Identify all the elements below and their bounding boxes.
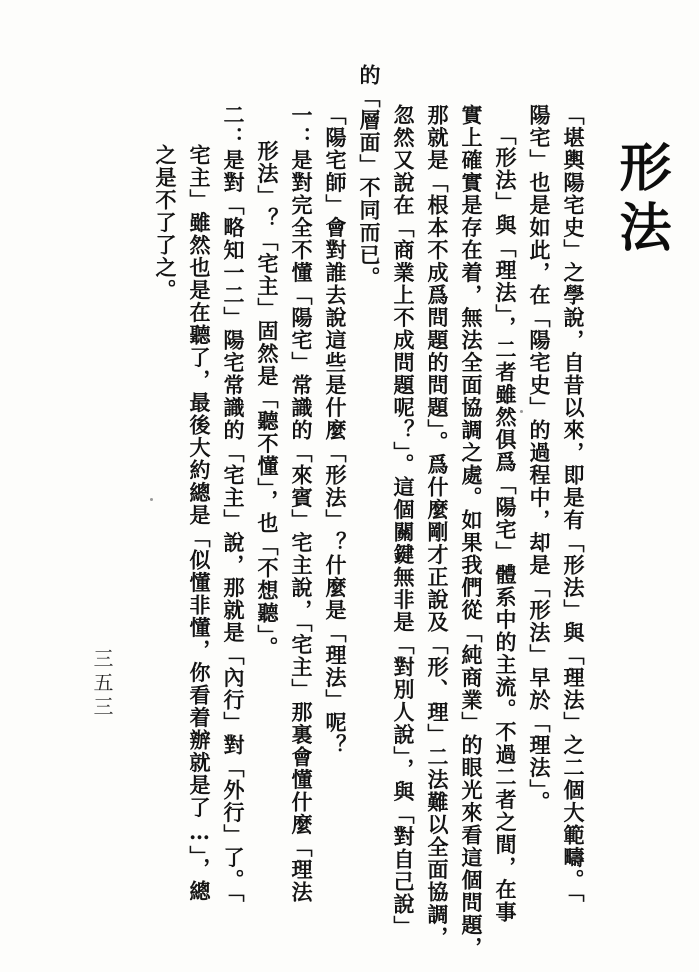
scan-speck [520, 410, 523, 413]
text-column-1: 「堪輿陽宅史」之學說，自昔以來，即是有「形法」與「理法」之二個大範疇。「 [561, 104, 586, 904]
text-column-13: 之是不了了之。 [153, 144, 178, 302]
text-column-2: 陽宅」也是如此，在「陽宅史」的過程中，却是「形法」早於「理法」。 [527, 104, 552, 814]
page-title: 形法 [610, 140, 671, 260]
text-column-12: 宅主」雖然也是在聽了，最後大約總是「似懂非懂，你看着辦就是了…」，總 [187, 144, 212, 903]
text-column-9: 一：是對完全不懂「陽宅」常識的「來賓」宅主說，「宅主」那裏會懂什麼「理法 [289, 104, 314, 904]
text-column-5: 那就是「根本不成爲問題的問題」。爲什麼剛才正說及「形、理」二法難以全面協調， [425, 104, 450, 949]
text-column-10: 形法」？「宅主」固然是「聽不懂」，也「不想聽」。 [255, 140, 280, 659]
scan-speck [150, 498, 153, 501]
text-column-3: 「形法」與「理法」，二者雖然俱爲「陽宅」體系中的主流。不過二者之間，在事 [493, 124, 518, 924]
text-column-7: 的「層面」不同而已。 [357, 64, 382, 289]
text-column-11: 二：是對「略知一二」陽宅常識的「宅主」說，那就是「內行」對「外行」了。「 [221, 104, 246, 904]
text-column-8: 「陽宅師」會對誰去說這些是什麼「形法」？什麼是「理法」呢？ [323, 104, 348, 757]
page-number: 三五三 [90, 648, 114, 720]
text-column-4: 實上確實是存在着，無法全面協調之處。如果我們從「純商業」的眼光來看這個問題， [459, 104, 484, 959]
text-column-6: 忽然又說在「商業上不成問題呢？」。這個關鍵無非是「對別人說」，與「對自己說」 [391, 104, 416, 938]
